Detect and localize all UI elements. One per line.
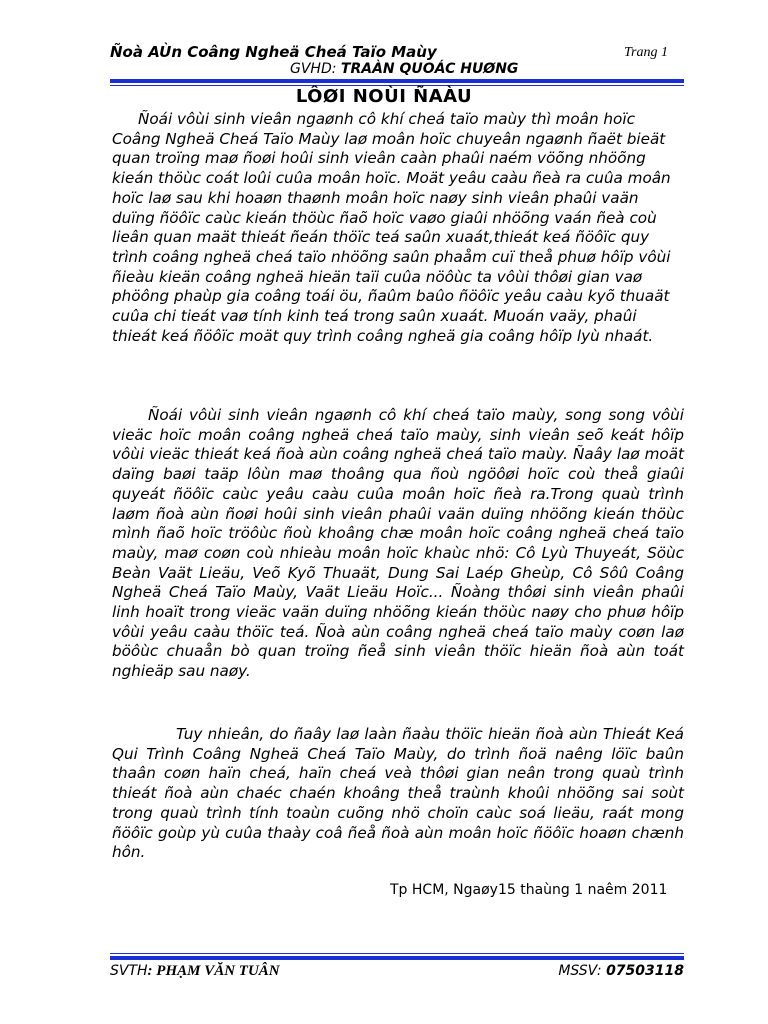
header-page-number: Trang 1: [624, 45, 668, 60]
footer-rule-thin: [110, 953, 684, 954]
paragraph-3: Tuy nhieân, do ñaây laø laàn ñaàu thöïc hieän ñoà aùn Thieát Keá Qui Trình Coâng Ngheä Cheá Taïo Maùy, do trình ñoä naêng löïc baûn thaân coøn haïn cheá, haïn cheá veà thôøi gian neân trong quaù trình thieát ñoà aùn chaéc chaén khoâng theå traùnh khoûi nhöõng sai soùt trong quaù trình tính toaùn cuõng nhö choïn caùc soá lieäu, raát mong ñöôïc goùp yù cuûa thaày coâ ñeå ñoà aùn moân hoïc ñöôïc hoaøn chænh hôn.: [112, 725, 684, 862]
footer-student-id: [558, 962, 684, 980]
supervisor-label: GVHD:: [290, 61, 341, 77]
student-label: SVTH: [110, 963, 148, 979]
student-id-label: MSSV:: [558, 963, 607, 979]
student-id-value: 07503118: [606, 963, 684, 979]
header-rule-thick: [110, 79, 684, 83]
footer-student: [110, 962, 280, 980]
footer-rule-thick: [110, 956, 684, 960]
paragraph-1: Ñoái vôùi sinh vieân ngaønh cô khí cheá taïo maùy thì moân hoïc Coâng Ngheä Cheá Taïo Maùy laø moân hoïc chuyeân ngaønh ñaët bieät quan troïng maø ñoøi hoûi sinh vieân caàn phaûi naém vöõng nhöõng kieán thöùc coát loûi cuûa moân hoïc. Moät yeâu caàu ñeà ra cuûa moân hoïc laø sau khi hoaøn thaønh moân hoïc naøy sinh vieân phaûi vaän duïng ñöôïc caùc kieán thöùc ñaõ hoïc vaøo giaûi nhöõng vaán ñeà coù lieân quan maät thieát ñeán thöïc teá saûn xuaát,thieát keá ñöôïc quy trình coâng ngheä cheá taïo nhöõng saûn phaåm cuï theå phuø hôïp vôùi ñieàu kieän coâng ngheä hieän taïi cuûa nöôùc ta vôùi thôøi gian vaø phöông phaùp gia coâng toái öu, ñaûm baûo ñöôïc yeâu caàu kyõ thuaät cuûa chi tieát vaø tính kinh teá trong saûn xuaát. Muoán vaäy, phaûi thieát keá ñöôïc moät quy trình coâng ngheä gia coâng hôïp lyù nhaát.: [112, 110, 671, 345]
paragraph-2: Ñoái vôùi sinh vieân ngaønh cô khí cheá taïo maùy, song song vôùi vieäc hoïc moân coâng ngheä cheá taïo maùy, sinh vieân seõ keát hôïp vôùi vieäc thieát keá ñoà aùn coâng ngheä cheá taïo maùy. Ñaây laø moät daïng baøi taäp lôùn maø thoâng qua ñoù ngöôøi hoïc coù theå giaûi quyeát ñöôïc caùc yeâu caàu cuûa moân hoïc ñeà ra.Trong quaù trình laøm ñoà aùn ñoøi hoûi sinh vieân phaûi vaän duïng nhöõng kieán thöùc mình ñaõ hoïc tröôùc ñoù khoâng chæ moân hoïc coâng ngheä cheá taïo maùy, maø coøn coù nhieàu moân hoïc khaùc nhö: Cô Lyù Thuyeát, Söùc Beàn Vaät Lieäu, Veõ Kyõ Thuaät, Dung Sai Laép Gheùp, Cô Sôû Coâng Ngheä Cheá Taïo Maùy, Vaät Lieäu Hoïc... Ñoàng thôøi sinh vieân phaûi linh hoaït trong vieäc vaän duïng nhöõng kieán thöùc naøy cho phuø hôïp vôùi yeâu caàu thöïc teá. Ñoà aùn coâng ngheä cheá taïo maùy coøn laø böôùc chuaån bò quan troïng ñeå sinh vieân thöïc hieän ñoà aùn toát nghieäp sau naøy.: [112, 406, 684, 681]
document-title: LÔØI NOÙI ÑAÀU: [295, 86, 473, 107]
signoff-date: Tp HCM, Ngaøy15 thaùng 1 naêm 2011: [390, 882, 668, 898]
header-supervisor: [290, 61, 518, 77]
supervisor-name: TRAÀN QUOÁC HUØNG: [340, 61, 519, 77]
student-name: : PHẠM VĂN TUÂN: [147, 963, 280, 979]
header-project-title: Ñoà AÙn Coâng Ngheä Cheá Taïo Maùy: [110, 43, 437, 61]
